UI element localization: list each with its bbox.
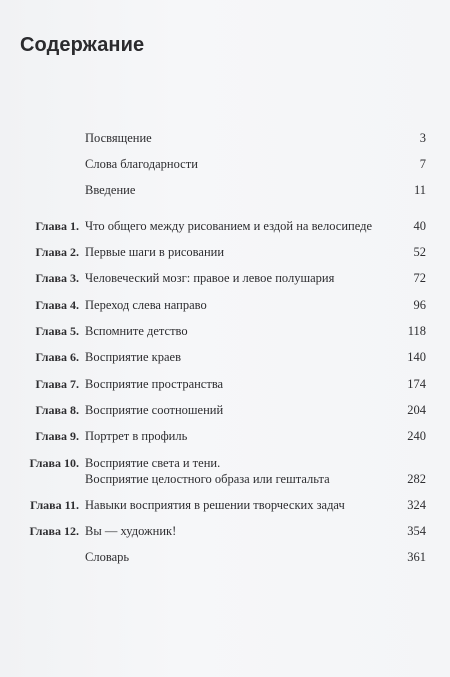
entry-page-number: 282 [407,472,426,486]
entry-page-number: 361 [407,550,426,564]
entry-page-number: 11 [413,183,426,197]
entry-label: Восприятие пространства [85,377,224,391]
entry-page-number: 40 [413,219,426,233]
chapter-number: Глава 1. [35,219,79,233]
chapter-number: Глава 10. [29,456,79,470]
entry-label-continuation: Восприятие целостного образа или гештальта [85,472,330,486]
entry-page-number: 324 [407,498,426,512]
toc-entry-dedication [0,131,450,149]
toc-entry-chapter-10 [0,456,450,492]
entry-label: Посвящение [85,131,152,145]
toc-entry-chapter-1 [0,219,450,237]
chapter-number: Глава 11. [30,498,79,512]
entry-page-number: 240 [407,429,426,443]
entry-page-number: 3 [419,131,426,145]
chapter-number: Глава 5. [35,324,79,338]
entry-label: Восприятие краев [85,350,181,364]
entry-page-number: 174 [407,377,426,391]
entry-label: Слова благодарности [85,157,198,171]
toc-entry-glossary [0,550,450,568]
toc-entry-chapter-5 [0,324,450,342]
entry-label: Первые шаги в рисовании [85,245,225,259]
chapter-number: Глава 8. [35,403,79,417]
chapter-number: Глава 6. [35,350,79,364]
toc-entry-chapter-11 [0,498,450,516]
chapter-number: Глава 2. [35,245,79,259]
entry-label: Навыки восприятия в решении творческих задач [85,498,345,512]
entry-label: Человеческий мозг: правое и левое полушария [85,271,335,285]
entry-label: Восприятие соотношений [85,403,224,417]
toc-entry-chapter-3 [0,271,450,289]
toc-entry-chapter-2 [0,245,450,263]
entry-label: Переход слева направо [85,298,207,312]
entry-page-number: 354 [407,524,426,538]
toc-entry-introduction [0,183,450,201]
chapter-number: Глава 4. [35,298,79,312]
entry-page-number: 52 [413,245,426,259]
entry-page-number: 72 [413,271,426,285]
chapter-number: Глава 9. [35,429,79,443]
entry-page-number: 204 [407,403,426,417]
entry-label: Словарь [85,550,130,564]
toc-entry-chapter-12 [0,524,450,542]
toc-entry-chapter-9 [0,429,450,447]
entry-label: Восприятие света и тени. [85,456,221,470]
toc-entry-acknowledgements [0,157,450,175]
chapter-number: Глава 3. [35,271,79,285]
toc-entry-chapter-6 [0,350,450,368]
page-title: Содержание [20,34,145,56]
chapter-number: Глава 12. [29,524,79,538]
entry-page-number: 7 [419,157,426,171]
toc-entry-chapter-8 [0,403,450,421]
entry-page-number: 140 [407,350,426,364]
entry-label: Что общего между рисованием и ездой на велосипеде [85,219,372,233]
entry-label: Вспомните детство [85,324,188,338]
toc-entry-chapter-4 [0,298,450,316]
chapter-number: Глава 7. [35,377,79,391]
entry-page-number: 118 [407,324,426,338]
toc-entry-chapter-7 [0,377,450,395]
entry-label: Вы — художник! [85,524,177,538]
entry-page-number: 96 [413,298,426,312]
entry-label: Портрет в профиль [85,429,188,443]
entry-label: Введение [85,183,136,197]
